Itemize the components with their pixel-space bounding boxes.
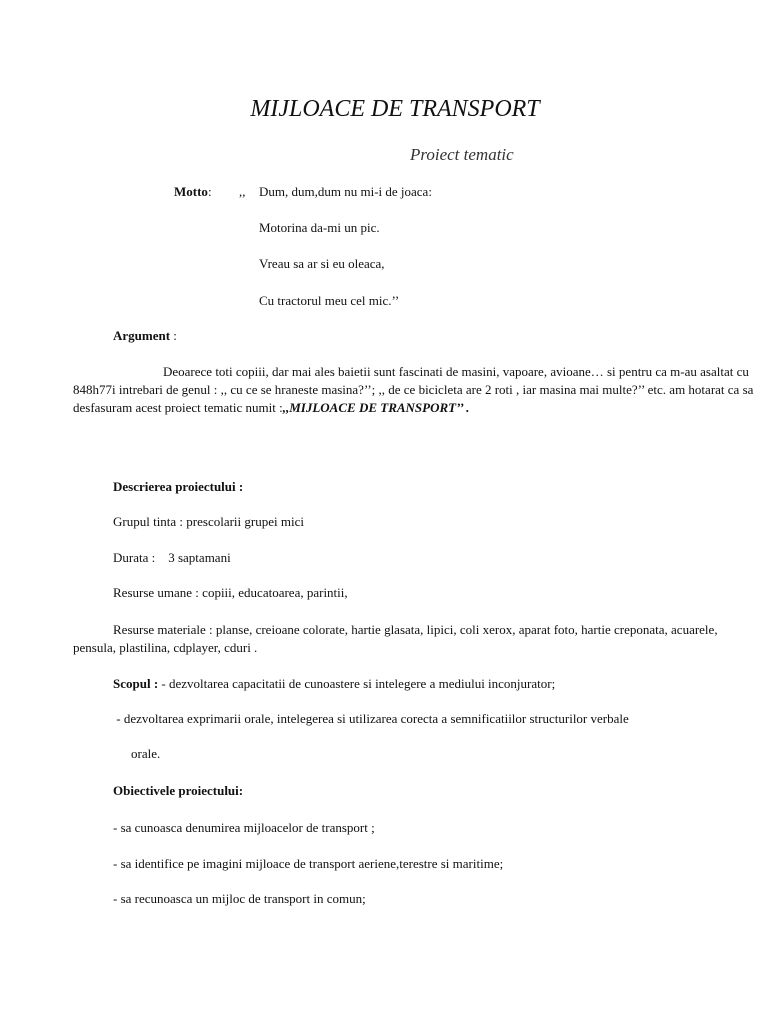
objective-item-2: - sa identifice pe imagini mijloace de transport aeriene,terestre si maritime; (113, 856, 504, 871)
scope-label: Scopul : (113, 676, 159, 691)
page-title: MIJLOACE DE TRANSPORT (250, 96, 540, 122)
argument-heading-suffix: : (170, 328, 177, 343)
motto-quote-open: ,, (239, 184, 246, 199)
motto-line-4: Cu tractorul meu cel mic.’’ (259, 293, 400, 308)
argument-text: Deoarece toti copiii, dar mai ales baietii sunt fascinati de masini, vapoare, avioane… si pentru ca m-au asaltat cu 848h77i intrebari de genul : ,, cu ce se hraneste masina?’’; ,, de ce bicicleta are 2 roti , iar masina mai multe?’’ etc. am hotarat ca sa desfasuram acest proiect tematic numit : (73, 364, 754, 415)
human-resources: Resurse umane : copiii, educatoarea, parintii, (113, 585, 348, 600)
motto-line-1: Dum, dum,dum nu mi-i de joaca: (259, 184, 432, 199)
material-resources: Resurse materiale : planse, creioane colorate, hartie glasata, lipici, coli xerox, aparat foto, hartie creponata, acuarele, pensula, plastilina, cdplayer, cduri . (73, 622, 718, 655)
scope-line-1 (113, 676, 555, 692)
motto-line-2: Motorina da-mi un pic. (259, 220, 380, 235)
duration: Durata : 3 saptamani (113, 550, 231, 565)
material-resources-paragraph (73, 621, 757, 657)
target-group: Grupul tinta : prescolarii grupei mici (113, 514, 304, 529)
scope-line-2: - dezvoltarea exprimarii orale, intelegerea si utilizarea corecta a semnificatiilor structurilor verbale (113, 711, 629, 726)
motto-line-3: Vreau sa ar si eu oleaca, (259, 256, 385, 271)
motto-label-group (174, 184, 212, 200)
argument-heading-group (113, 328, 177, 344)
argument-emphasis: ,,MIJLOACE DE TRANSPORT’’ . (282, 400, 470, 415)
scope-line-3: orale. (131, 746, 161, 761)
description-heading: Descrierea proiectului : (113, 479, 244, 494)
objective-item-3: - sa recunoasca un mijloc de transport in comun; (113, 891, 366, 906)
motto-label: Motto (174, 184, 208, 199)
argument-paragraph (73, 363, 757, 417)
argument-heading: Argument (113, 328, 171, 343)
scope-text-1: - dezvoltarea capacitatii de cunoastere si intelegere a mediului inconjurator; (158, 676, 556, 691)
motto-colon: : (207, 184, 212, 199)
objective-item-1: - sa cunoasca denumirea mijloacelor de transport ; (113, 820, 375, 835)
objectives-heading: Obiectivele proiectului: (113, 783, 244, 798)
page-subtitle: Proiect tematic (410, 145, 514, 164)
